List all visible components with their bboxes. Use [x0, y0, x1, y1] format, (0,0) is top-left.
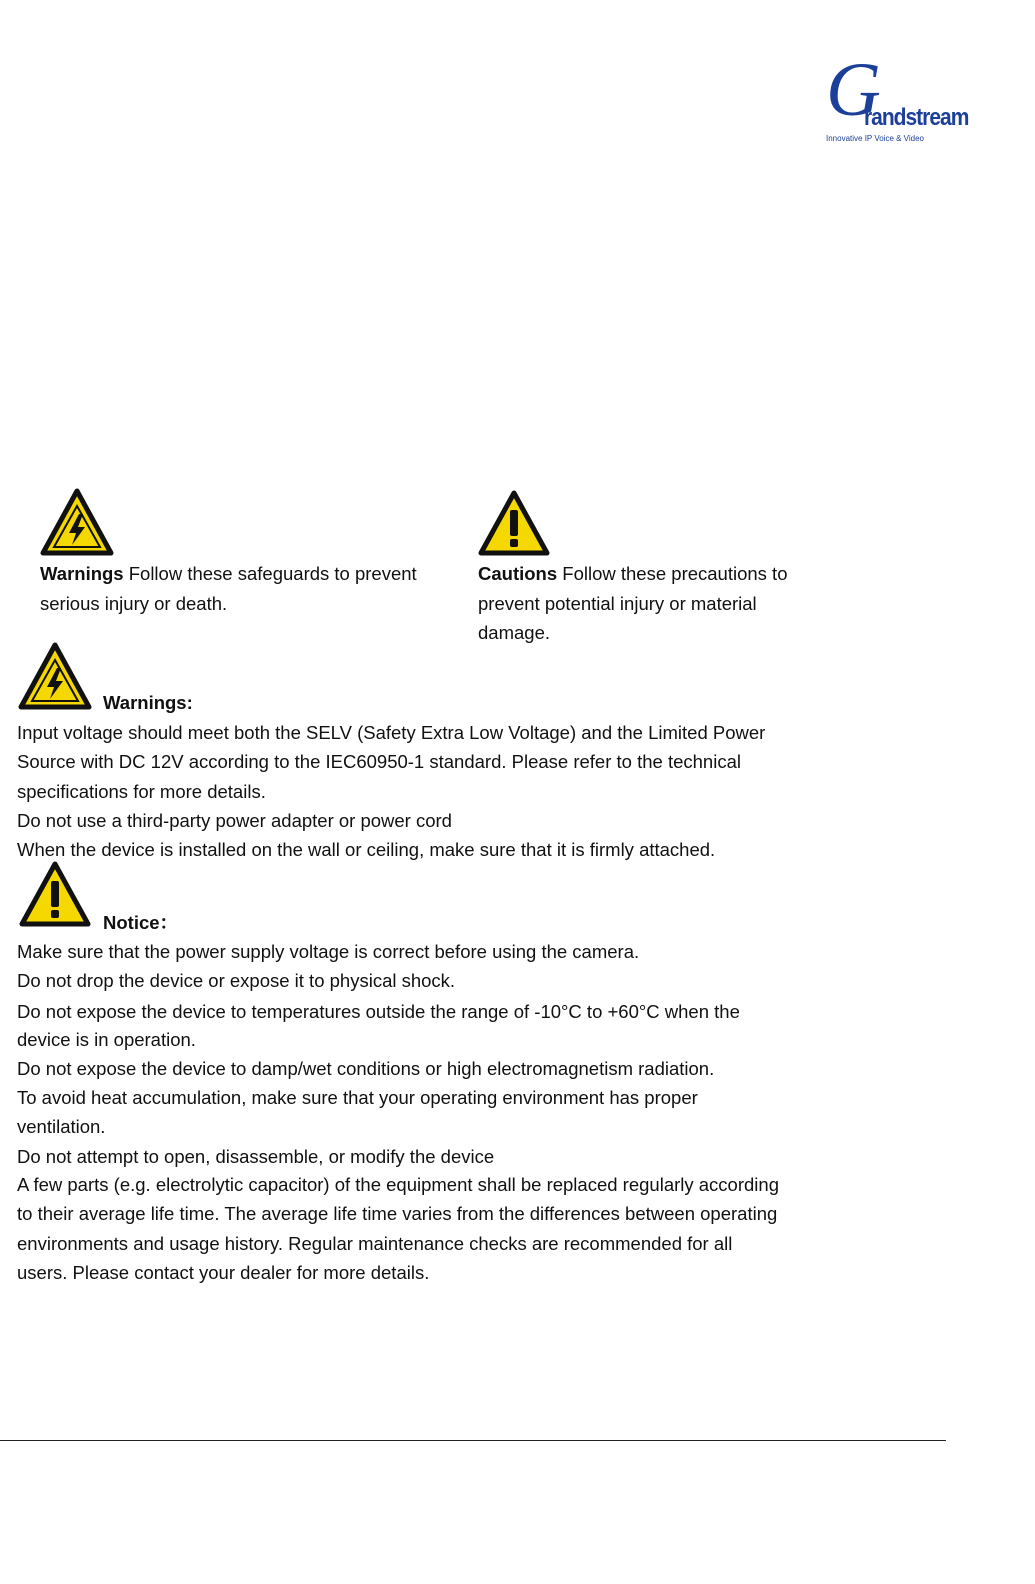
notice-line: device is in operation. [17, 1029, 196, 1050]
notice-line: Do not attempt to open, disassemble, or modify the device [17, 1146, 495, 1167]
notice-line: to their average life time. The average life time varies from the differences between operating [17, 1203, 778, 1224]
electric-hazard-icon [18, 642, 92, 710]
warnings-line: When the device is installed on the wall or ceiling, make sure that it is firmly attached. [17, 839, 716, 860]
grandstream-logo [826, 48, 969, 150]
warnings-line: Do not use a third-party power adapter or power cord [17, 810, 452, 831]
legend-cautions-term: Cautions [478, 563, 558, 584]
notice-line: Do not drop the device or expose it to physical shock. [17, 970, 456, 991]
legend-warnings [40, 559, 460, 618]
notice-line: Make sure that the power supply voltage is correct before using the camera. [17, 941, 640, 962]
notice-line: Do not expose the device to temperatures outside the range of -10°C to +60°C when the [17, 1001, 740, 1022]
notice-line: environments and usage history. Regular maintenance checks are recommended for all [17, 1233, 733, 1254]
notice-line: To avoid heat accumulation, make sure that your operating environment has proper [17, 1087, 698, 1108]
exclamation-warning-icon [478, 490, 550, 556]
warnings-line: Input voltage should meet both the SELV (Safety Extra Low Voltage) and the Limited Power [17, 722, 766, 743]
notice-line: A few parts (e.g. electrolytic capacitor) of the equipment shall be replaced regularly according [17, 1174, 779, 1195]
notice-line: ventilation. [17, 1116, 106, 1137]
legend-warnings-term: Warnings [40, 563, 124, 584]
footer-divider [0, 1440, 946, 1441]
legend-cautions-text: Follow these precautions to prevent potential injury or material damage. [478, 563, 788, 643]
logo-wordmark: randstream [864, 104, 969, 131]
legend-warnings-text: Follow these safeguards to prevent serious injury or death. [40, 563, 417, 614]
notice-line: users. Please contact your dealer for more details. [17, 1262, 430, 1283]
legend-cautions [478, 559, 828, 648]
exclamation-warning-icon [18, 861, 92, 927]
notice-heading: Notice： [103, 912, 179, 933]
logo-tagline: Innovative IP Voice & Video [826, 134, 924, 143]
warnings-line: specifications for more details. [17, 781, 266, 802]
warnings-line: Source with DC 12V according to the IEC60950-1 standard. Please refer to the technical [17, 751, 741, 772]
notice-line: Do not expose the device to damp/wet conditions or high electromagnetism radiation. [17, 1058, 715, 1079]
logo-initial: G [826, 48, 881, 132]
electric-hazard-icon [40, 488, 114, 556]
warnings-heading: Warnings: [103, 692, 193, 713]
